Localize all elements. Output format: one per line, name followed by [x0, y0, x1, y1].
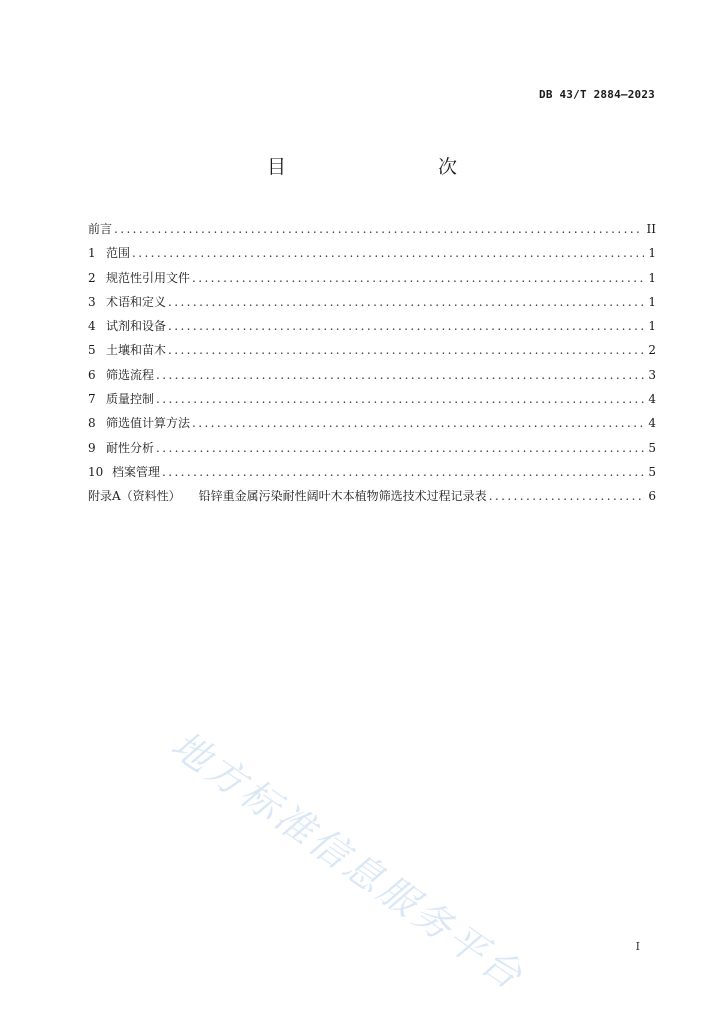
toc-entry-label: 质量控制	[106, 392, 155, 407]
toc-entry-label: 筛选值计算方法	[106, 416, 191, 431]
toc-entry-label: 土壤和苗木	[106, 343, 167, 358]
toc-entry-reagents[interactable]	[88, 317, 656, 341]
toc-entry-number: 7	[88, 392, 96, 407]
watermark-text: 地方标准信息服务平台	[163, 722, 533, 1000]
toc-entry-page: 4	[648, 416, 656, 431]
toc-entry-label: 范围	[106, 246, 131, 261]
toc-entry-number: 1	[88, 246, 96, 261]
toc-entry-page: 1	[648, 294, 656, 309]
toc-entry-label: 试剂和设备	[106, 319, 167, 334]
toc-appendix-prefix: 附录A（资料性）	[88, 489, 181, 504]
toc-entry-page: 1	[648, 270, 656, 285]
toc-entry-number: 3	[88, 294, 96, 309]
toc-entry-page: II	[646, 222, 656, 236]
toc-leader-dots	[192, 416, 644, 430]
toc-leader-dots	[168, 343, 644, 357]
toc-entry-number: 2	[88, 270, 96, 285]
toc-leader-dots	[489, 489, 644, 503]
toc-entry-page: 6	[648, 489, 656, 504]
toc-entry-page: 5	[648, 464, 656, 479]
toc-entry-label: 前言	[88, 222, 113, 236]
toc-leader-dots	[162, 465, 644, 479]
toc-leader-dots	[168, 295, 644, 309]
toc-entry-number: 6	[88, 367, 96, 382]
toc-entry-page: 4	[648, 392, 656, 407]
toc-entry-page: 3	[648, 367, 656, 382]
toc-entry-number: 8	[88, 416, 96, 431]
toc-entry-quality[interactable]	[88, 390, 656, 414]
toc-leader-dots	[192, 271, 644, 285]
toc-leader-dots	[132, 246, 644, 260]
toc-entry-label: 规范性引用文件	[106, 270, 191, 285]
toc-entry-page: 1	[648, 246, 656, 261]
toc-leader-dots	[114, 222, 643, 236]
toc-entry-page: 1	[648, 319, 656, 334]
toc-entry-number: 4	[88, 319, 96, 334]
toc-entry-label: 术语和定义	[106, 294, 167, 309]
table-of-contents	[88, 220, 656, 512]
standard-code: DB 43/T 2884—2023	[539, 88, 655, 101]
toc-entry-calculation[interactable]	[88, 414, 656, 438]
toc-entry-scope[interactable]	[88, 244, 656, 268]
toc-entry-label: 耐性分析	[106, 440, 155, 455]
toc-title: 目 次	[266, 156, 495, 178]
toc-entry-number: 9	[88, 440, 96, 455]
toc-entry-page: 2	[648, 343, 656, 358]
toc-entry-number: 5	[88, 343, 96, 358]
toc-leader-dots	[156, 368, 644, 382]
toc-entry-terms[interactable]	[88, 293, 656, 317]
toc-entry-number: 10	[88, 464, 104, 479]
toc-entry-process[interactable]	[88, 366, 656, 390]
page-number: I	[635, 940, 640, 953]
toc-leader-dots	[168, 319, 644, 333]
toc-entry-label: 档案管理	[112, 464, 161, 479]
toc-entry-records[interactable]	[88, 463, 656, 487]
toc-leader-dots	[156, 392, 644, 406]
toc-entry-page: 5	[648, 440, 656, 455]
toc-entry-tolerance[interactable]	[88, 439, 656, 463]
toc-entry-appendix-a[interactable]	[88, 487, 656, 511]
toc-entry-soil[interactable]	[88, 341, 656, 365]
toc-entry-foreword[interactable]	[88, 220, 656, 244]
toc-entry-normative-references[interactable]	[88, 269, 656, 293]
toc-entry-label: 铅锌重金属污染耐性阔叶木本植物筛选技术过程记录表	[198, 489, 487, 504]
toc-leader-dots	[156, 441, 644, 455]
toc-entry-label: 筛选流程	[106, 367, 155, 382]
